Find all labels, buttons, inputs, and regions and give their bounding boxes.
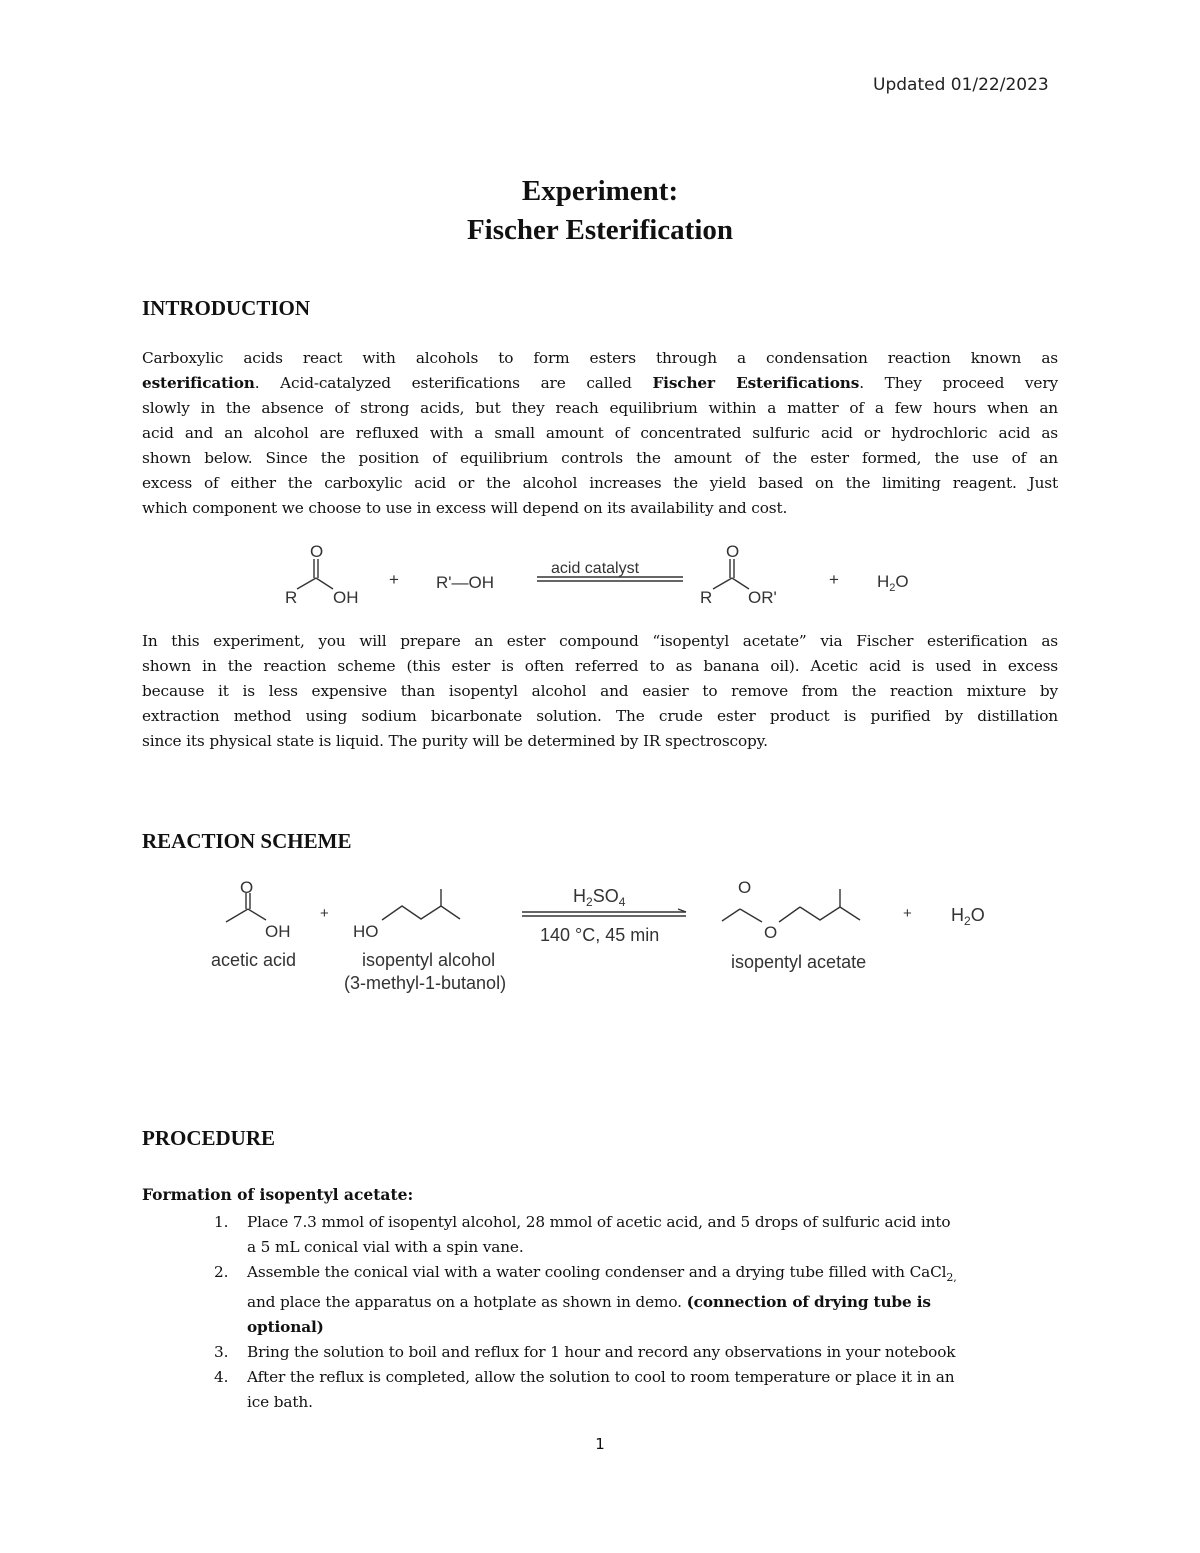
- experiment-line: In this experiment, you will prepare an ester compound “isopentyl acetate” via Fischer esterification as: [142, 632, 1058, 650]
- procedure-subheading: Formation of isopentyl acetate:: [142, 1185, 414, 1204]
- acetic-acid-label: acetic acid: [211, 950, 297, 970]
- experiment-line: shown in the reaction scheme (this ester is often referred to as banana oil). Acetic acid is used in excess: [142, 657, 1058, 675]
- general-hydroxyl: OH: [333, 588, 359, 607]
- step-number: 3.: [214, 1343, 229, 1362]
- term-fischer-esterifications: Fischer Esterifications: [652, 374, 860, 392]
- step-number: 1.: [214, 1213, 229, 1231]
- ester-carbonyl-o: O: [738, 878, 752, 897]
- scheme-plus-2: +: [903, 905, 912, 922]
- experiment-line: since its physical state is liquid. The purity will be determined by IR spectroscopy.: [142, 732, 768, 750]
- title-line-1: Experiment:: [521, 175, 679, 207]
- introduction-heading: INTRODUCTION: [142, 296, 311, 320]
- procedure-heading: PROCEDURE: [142, 1126, 276, 1150]
- procedure-steps: [142, 1210, 1062, 1415]
- updated-date: Updated 01/22/2023: [873, 75, 1049, 95]
- reaction-conditions: 140 °C, 45 min: [540, 925, 660, 945]
- general-plus-1: +: [389, 570, 399, 589]
- sulfuric-acid-reagent: $H_2SO_4$: [573, 886, 626, 909]
- scheme-water: $H_2O$: [951, 905, 985, 928]
- isopentyl-alcohol-label: isopentyl alcohol: [362, 950, 496, 970]
- procedure-step: 1. Place 7.3 mmol of isopentyl alcohol, 28 mmol of acetic acid, and 5 drops of sulfuric acid into a 5 mL conical vial with a spin vane.: [142, 1210, 1062, 1260]
- intro-line: Carboxylic acids react with alcohols to form esters through a condensation reaction known as: [142, 349, 1058, 367]
- ester-oxygen: O: [764, 923, 778, 942]
- scheme-plus-1: +: [320, 905, 329, 922]
- general-alcohol: R'—OH: [436, 573, 495, 592]
- general-ester-carbonyl-o: O: [726, 542, 740, 561]
- reaction-scheme-heading: REACTION SCHEME: [142, 829, 352, 853]
- procedure-step: 4. After the reflux is completed, allow the solution to cool to room temperature or place it in an ice bath.: [142, 1365, 1062, 1415]
- intro-line: which component we choose to use in excess will depend on its availability and cost.: [142, 499, 788, 517]
- general-ester-or: OR': [748, 588, 777, 607]
- isopentyl-alcohol-ho: HO: [353, 922, 379, 941]
- general-catalyst-label: acid catalyst: [551, 560, 640, 577]
- step-number: 2.: [214, 1263, 229, 1281]
- general-water: $H_2O$: [877, 572, 909, 594]
- general-carbonyl-o: O: [310, 542, 324, 561]
- title-line-2: Fischer Esterification: [466, 214, 734, 246]
- step-number: 4.: [214, 1368, 229, 1387]
- acetic-acid-hydroxyl: OH: [265, 922, 291, 941]
- acetic-acid-carbonyl-o: O: [240, 878, 254, 897]
- intro-line: esterification. Acid-catalyzed esterifications are called Fischer Esterifications. They proceed very: [142, 374, 1058, 392]
- experiment-line: because it is less expensive than isopentyl alcohol and easier to remove from the reaction mixture by: [142, 682, 1058, 700]
- intro-line: slowly in the absence of strong acids, but they reach equilibrium within a matter of a few hours when an: [142, 399, 1058, 417]
- isopentyl-alcohol-iupac: (3-methyl-1-butanol): [344, 973, 507, 993]
- general-ester-r-group: R: [700, 588, 713, 607]
- intro-line: shown below. Since the position of equilibrium controls the amount of the ester formed, the use of an: [142, 449, 1058, 467]
- procedure-step: 3. Bring the solution to boil and reflux for 1 hour and record any observations in your notebook: [142, 1340, 1062, 1365]
- intro-line: acid and an alcohol are refluxed with a small amount of concentrated sulfuric acid or hydrochloric acid as: [142, 424, 1058, 442]
- general-plus-2: +: [829, 570, 839, 589]
- procedure-step: 2. Assemble the conical vial with a water cooling condenser and a drying tube filled with CaCl$_{2,}$ and place the apparatus on a hotplate as shown in demo. (connection of drying tube is optional): [142, 1260, 1062, 1340]
- isopentyl-acetate-label: isopentyl acetate: [731, 952, 867, 972]
- experiment-line: extraction method using sodium bicarbonate solution. The crude ester product is purified by distillation: [142, 707, 1058, 725]
- general-r-group: R: [285, 588, 298, 607]
- page-number: 1: [595, 1435, 605, 1453]
- intro-line: excess of either the carboxylic acid or the alcohol increases the yield based on the limiting reagent. Just: [142, 474, 1058, 492]
- term-esterification: esterification: [142, 374, 255, 392]
